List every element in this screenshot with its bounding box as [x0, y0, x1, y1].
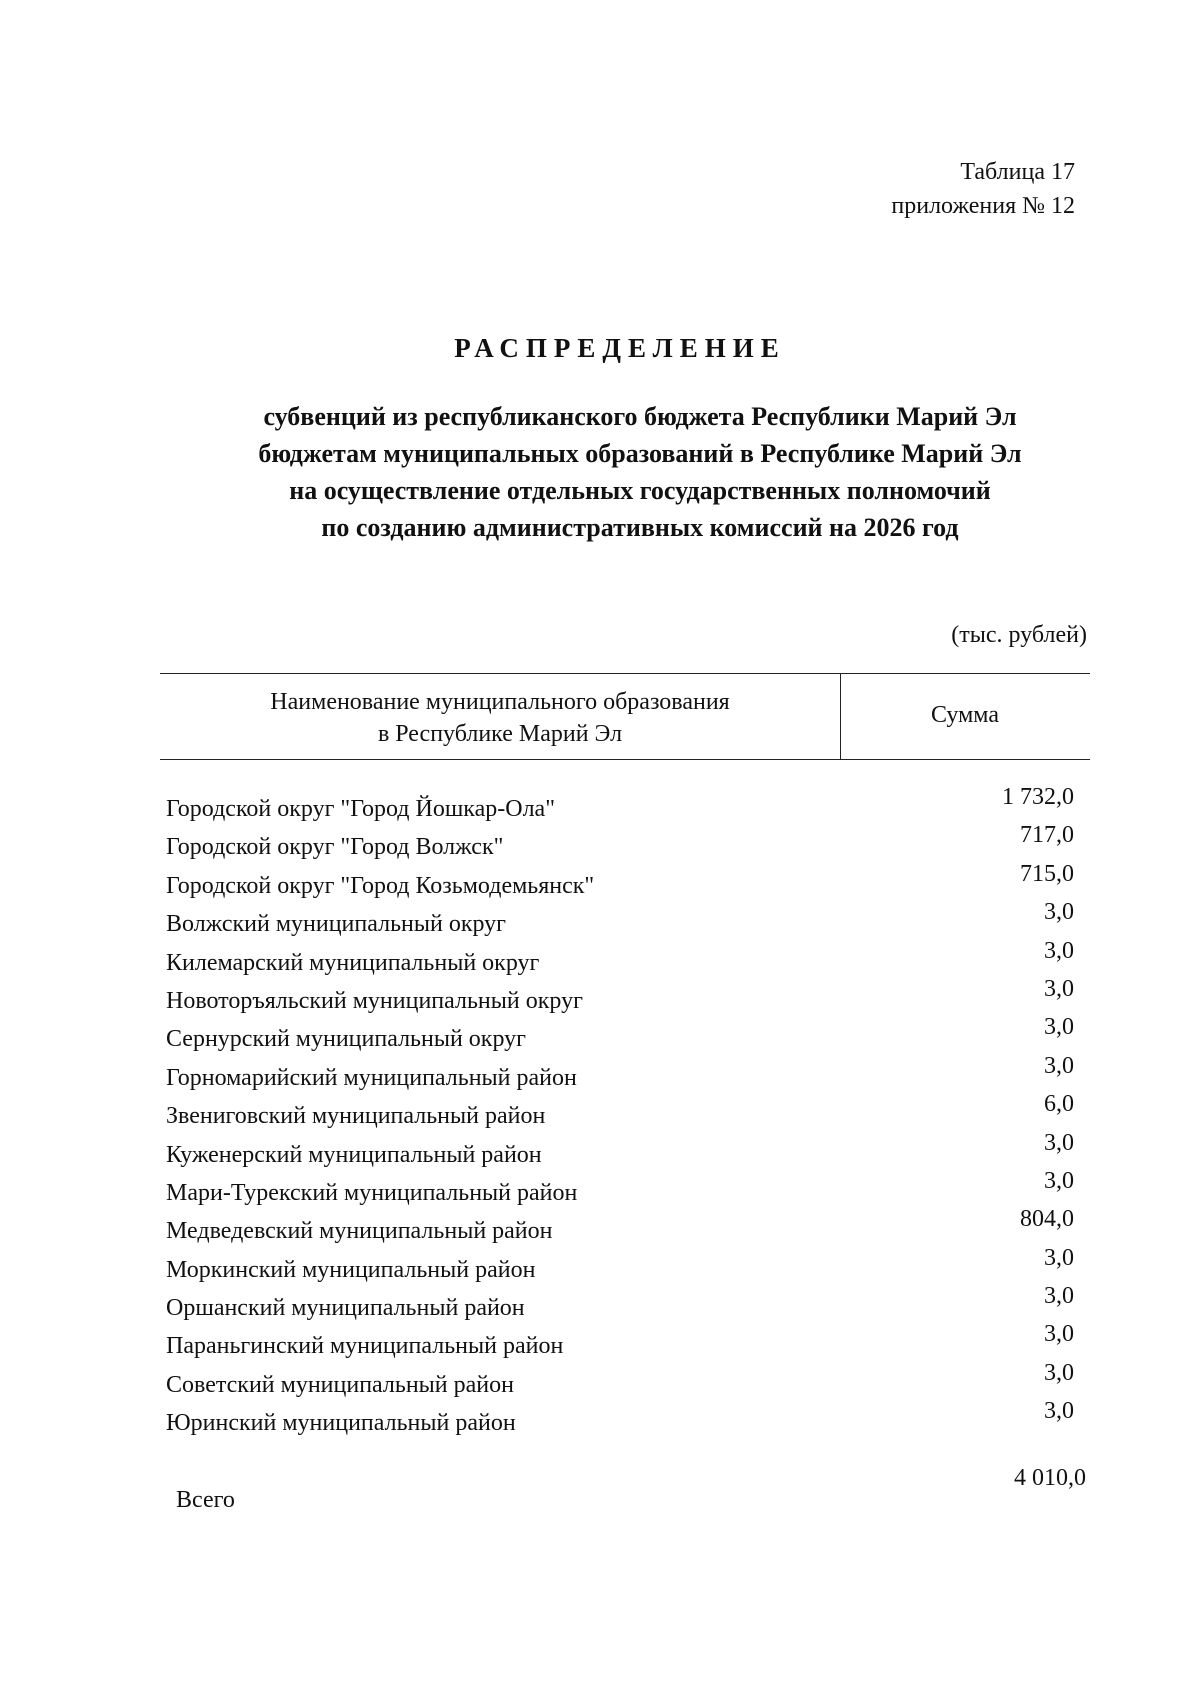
municipality-name: Юринский муниципальный район [166, 1410, 516, 1437]
municipality-name: Городской округ "Город Волжск" [166, 834, 504, 861]
subtitle-line: по созданию административных комиссий на 2026 год [321, 513, 959, 542]
subvention-amount: 715,0 [1020, 860, 1074, 887]
table-body [160, 784, 1090, 1443]
subvention-amount: 3,0 [1044, 899, 1074, 926]
municipality-name: Килемарский муниципальный округ [166, 949, 540, 976]
table-row [160, 1321, 1090, 1365]
municipality-name: Медведевский муниципальный район [166, 1218, 553, 1245]
column-header-sum: Сумма [931, 702, 999, 728]
subvention-amount: 3,0 [1044, 1167, 1074, 1194]
column-header-name-line: Наименование муниципального образования [270, 689, 730, 715]
table-row [160, 1167, 1090, 1212]
table-row [160, 1052, 1090, 1097]
subtitle-line: бюджетам муниципальных образований в Республике Марий Эл [258, 439, 1022, 468]
municipality-name: Городской округ "Город Йошкар-Ола" [166, 796, 556, 822]
table-number: Таблица 17 [960, 159, 1075, 185]
municipality-name: Звениговский муниципальный район [166, 1103, 546, 1130]
units-label: (тыс. рублей) [951, 622, 1087, 648]
table-row [160, 784, 1090, 828]
column-header-name-line: в Республике Марий Эл [377, 721, 623, 747]
subvention-amount: 3,0 [1044, 1321, 1074, 1348]
subvention-amount: 804,0 [1020, 1206, 1074, 1233]
table-row [160, 1014, 1090, 1058]
table-row [160, 860, 1090, 905]
table-row [160, 822, 1090, 866]
municipality-name: Моркинский муниципальный район [166, 1256, 536, 1283]
subvention-amount: 3,0 [1044, 1129, 1074, 1156]
total-row [160, 1465, 1090, 1513]
table-row [160, 1091, 1090, 1135]
municipality-name: Новоторъяльский муниципальный округ [166, 987, 583, 1014]
table-row [160, 1359, 1090, 1404]
subvention-amount: 6,0 [1044, 1091, 1074, 1118]
subvention-amount: 3,0 [1044, 1014, 1074, 1041]
municipality-name: Сернурский муниципальный округ [166, 1026, 526, 1053]
subvention-amount: 3,0 [1044, 1359, 1074, 1386]
subvention-amount: 3,0 [1044, 1398, 1074, 1425]
subvention-amount: 1 732,0 [1002, 784, 1074, 810]
table-row [160, 899, 1090, 943]
subvention-amount: 3,0 [1044, 937, 1074, 964]
subtitle-line: субвенций из республиканского бюджета Республики Марий Эл [263, 402, 1017, 431]
table-row [160, 1398, 1090, 1442]
table-row [160, 1283, 1090, 1327]
municipality-name: Мари-Турекский муниципальный район [166, 1179, 578, 1206]
table-row [160, 975, 1090, 1020]
table-header [160, 673, 1090, 760]
table-row [160, 1206, 1090, 1250]
document-title: РАСПРЕДЕЛЕНИЕ [454, 333, 786, 363]
subvention-amount: 717,0 [1020, 822, 1074, 849]
subtitle-line: на осуществление отдельных государственных полномочий [289, 476, 991, 505]
municipality-name: Горномарийский муниципальный район [166, 1064, 577, 1091]
municipality-name: Куженерский муниципальный район [166, 1141, 542, 1168]
subvention-amount: 3,0 [1044, 1052, 1074, 1079]
table-row [160, 937, 1090, 982]
appendix-number: приложения № 12 [891, 193, 1075, 219]
subvention-amount: 3,0 [1044, 1244, 1074, 1271]
column-header-name [160, 686, 840, 750]
municipality-name: Советский муниципальный район [166, 1371, 514, 1398]
table-row [160, 1129, 1090, 1174]
total-label: Всего [176, 1487, 235, 1513]
municipality-name: Волжский муниципальный округ [166, 911, 507, 938]
subvention-amount: 3,0 [1044, 1283, 1074, 1310]
distribution-table [160, 673, 1090, 1513]
table-reference [891, 155, 1075, 223]
municipality-name: Городской округ "Город Козьмодемьянск" [166, 872, 595, 899]
document-subtitle [170, 398, 1110, 546]
total-value: 4 010,0 [1014, 1465, 1086, 1491]
table-row [160, 1244, 1090, 1289]
municipality-name: Параньгинский муниципальный район [166, 1333, 564, 1360]
municipality-name: Оршанский муниципальный район [166, 1295, 525, 1322]
subvention-amount: 3,0 [1044, 975, 1074, 1002]
